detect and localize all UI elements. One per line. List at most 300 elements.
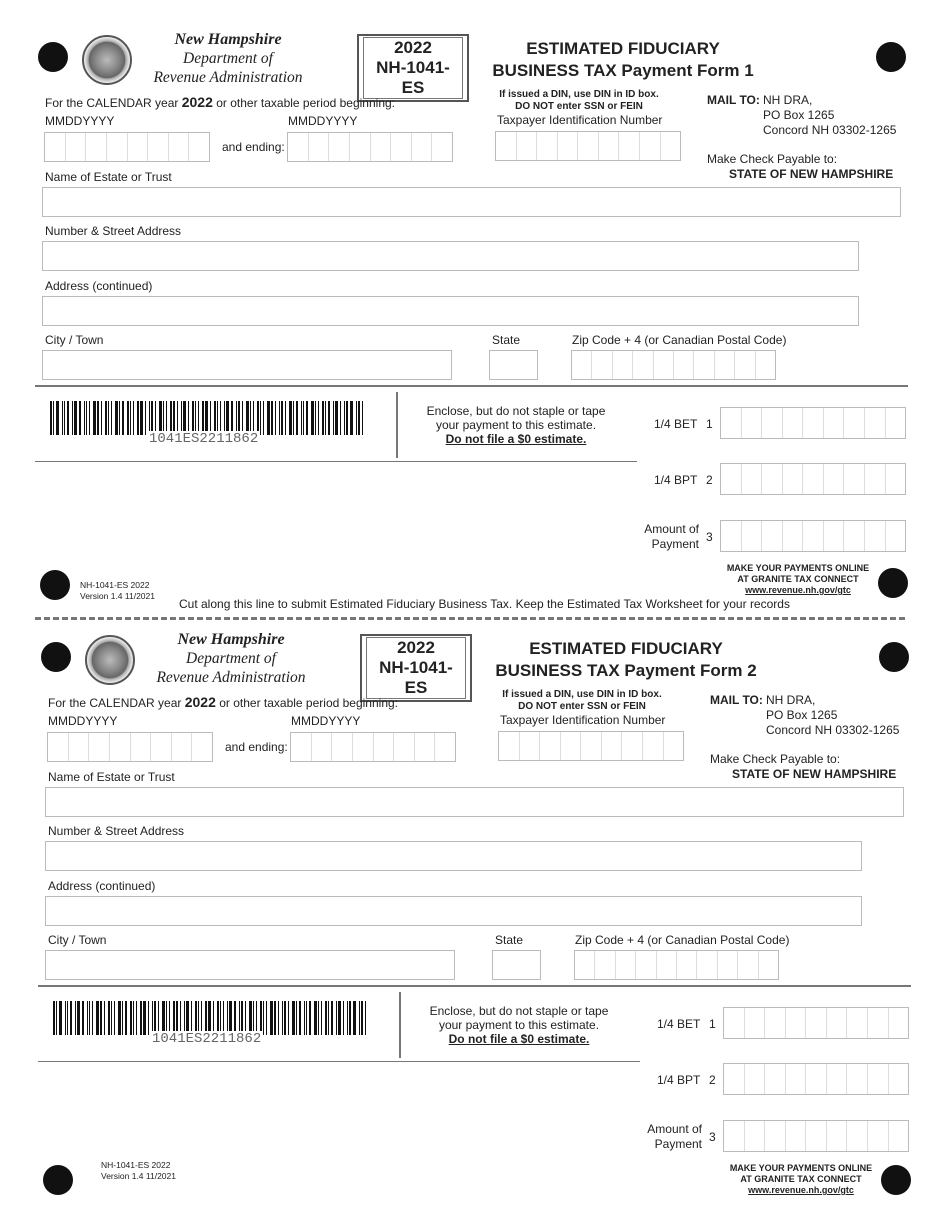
form-year: 2022: [394, 38, 432, 57]
barcode-bar: [266, 1001, 267, 1035]
barcode-bar: [356, 401, 357, 435]
registration-mark: [881, 1165, 911, 1195]
barcode-bar: [77, 1001, 80, 1035]
mail-to-label: MAIL TO:: [710, 693, 763, 707]
din-note-line2: DO NOT enter SSN or FEIN: [518, 701, 646, 712]
state-label: State: [492, 333, 521, 347]
barcode-bar: [299, 1001, 301, 1035]
state-seal-icon: [82, 35, 132, 85]
barcode-bar: [260, 401, 261, 435]
bpt-label: 1/4 BPT: [657, 1073, 701, 1087]
enclose-line2: your payment to this estimate.: [438, 1018, 600, 1032]
barcode-bar: [130, 401, 131, 435]
din-note-line2: DO NOT enter SSN or FEIN: [515, 101, 643, 112]
period-label: For the CALENDAR year 2022 or other taxable period beginning:: [48, 694, 399, 710]
barcode-bar: [114, 1001, 115, 1035]
barcode-bar: [100, 1001, 102, 1035]
barcode-bar: [293, 401, 294, 435]
barcode-bar: [353, 1001, 356, 1035]
street-label: Number & Street Address: [45, 224, 182, 238]
barcode-bar: [314, 1001, 317, 1035]
barcode-bar: [303, 401, 304, 435]
barcode-bar: [270, 1001, 273, 1035]
barcode-bar: [92, 1001, 93, 1035]
barcode-bar: [67, 401, 69, 435]
barcode-bar: [331, 1001, 333, 1035]
state-input[interactable]: [489, 350, 538, 380]
barcode-bar: [306, 401, 308, 435]
tin-label: Taxpayer Identification Number: [500, 713, 666, 727]
barcode-bar: [136, 1001, 137, 1035]
cut-line-text: Cut along this line to submit Estimated Fiduciary Business Tax. Keep the Estimated Tax Worksheet for your records: [179, 597, 790, 611]
barcode-bar: [361, 1001, 363, 1035]
form-id-box: [357, 34, 469, 102]
mail-to-label: MAIL TO:: [707, 93, 760, 107]
bpt-amount-input[interactable]: [720, 463, 906, 495]
barcode-bar: [246, 401, 249, 435]
barcode-bar: [56, 401, 59, 435]
name-input[interactable]: [45, 787, 904, 817]
barcode-bar: [256, 1001, 257, 1035]
barcode-bar: [344, 401, 345, 435]
barcode-bar: [318, 401, 319, 435]
begin-date-format: MMDDYYYY: [48, 714, 118, 728]
bet-line-number: 1: [706, 417, 713, 431]
section-divider: [38, 985, 911, 987]
barcode-bar: [70, 1001, 72, 1035]
tin-input[interactable]: [498, 731, 684, 761]
state-label: State: [495, 933, 524, 947]
barcode-bar: [104, 1001, 105, 1035]
bet-line-number: 1: [709, 1017, 716, 1031]
footer-line2: Version 1.4 11/2021: [80, 591, 155, 601]
barcode-bar: [205, 1001, 207, 1035]
city-label: City / Town: [45, 333, 104, 347]
barcode-bar: [87, 1001, 88, 1035]
mail-address: [766, 693, 899, 738]
barcode-bar: [322, 401, 324, 435]
barcode-bar: [328, 401, 330, 435]
barcode-bar: [166, 401, 167, 435]
barcode-bar: [214, 401, 216, 435]
barcode-bar: [89, 401, 90, 435]
payment-amount-input[interactable]: [723, 1120, 909, 1152]
agency-line1: New Hampshire: [174, 31, 282, 48]
barcode-bar: [210, 401, 211, 435]
barcode-bar: [65, 1001, 66, 1035]
barcode-bar: [325, 1001, 327, 1035]
barcode-bar: [56, 1001, 57, 1035]
barcode-bar: [163, 401, 164, 435]
barcode-bar: [267, 401, 270, 435]
barcode-bar: [105, 401, 107, 435]
barcode-bar: [343, 1001, 344, 1035]
barcode-bar: [158, 1001, 159, 1035]
barcode-bar: [292, 1001, 295, 1035]
barcode-bar: [359, 1001, 360, 1035]
enclose-note: [416, 404, 616, 446]
barcode-bar: [282, 1001, 283, 1035]
mail-line1: NH DRA,: [766, 693, 816, 707]
begin-date-input[interactable]: [47, 732, 213, 762]
barcode-bar: [133, 401, 134, 435]
barcode-bar: [53, 401, 54, 435]
barcode-bar: [340, 401, 341, 435]
barcode-bar: [205, 401, 208, 435]
barcode-bar: [224, 401, 225, 435]
amount-label-line2: Payment: [654, 1137, 702, 1151]
form-year: 2022: [397, 638, 435, 657]
barcode-bar: [82, 1001, 84, 1035]
registration-mark: [41, 642, 71, 672]
barcode-bar: [79, 401, 81, 435]
barcode-bar: [236, 401, 237, 435]
barcode-bar: [111, 1001, 112, 1035]
barcode-bar: [148, 1001, 149, 1035]
barcode-bar: [260, 1001, 262, 1035]
enclose-line3: Do not file a $0 estimate.: [448, 1032, 590, 1046]
street-label: Number & Street Address: [48, 824, 185, 838]
barcode-bar: [177, 401, 178, 435]
barcode-bar: [296, 1001, 297, 1035]
zip-label: Zip Code + 4 (or Canadian Postal Code): [572, 333, 787, 347]
online-line1: MAKE YOUR PAYMENTS ONLINE: [729, 1163, 873, 1173]
barcode-bar: [288, 1001, 289, 1035]
barcode-bar: [195, 401, 196, 435]
barcode-bar: [249, 1001, 252, 1035]
agency-name: [128, 30, 328, 87]
barcode-bar: [186, 1001, 189, 1035]
registration-mark: [40, 570, 70, 600]
barcode-bar: [170, 401, 172, 435]
barcode-bar: [311, 401, 314, 435]
barcode-bar: [217, 401, 218, 435]
bet-label: 1/4 BET: [654, 417, 698, 431]
barcode-bar: [64, 401, 65, 435]
city-input[interactable]: [45, 950, 455, 980]
barcode-bar: [96, 1001, 99, 1035]
barcode-bar: [208, 1001, 211, 1035]
barcode-bar: [349, 1001, 351, 1035]
amount-label: [643, 522, 699, 552]
barcode-bar: [271, 401, 273, 435]
barcode-bar: [173, 1001, 175, 1035]
enclose-line3: Do not file a $0 estimate.: [445, 432, 587, 446]
din-note-line1: If issued a DIN, use DIN in ID box.: [499, 89, 659, 100]
barcode-bar: [111, 401, 112, 435]
enclose-line1: Enclose, but do not staple or tape: [429, 1004, 609, 1018]
barcode-bar: [191, 1001, 192, 1035]
enclose-line1: Enclose, but do not staple or tape: [426, 404, 606, 418]
mail-line3: Concord NH 03302-1265: [763, 123, 897, 137]
din-note-line1: If issued a DIN, use DIN in ID box.: [502, 689, 662, 700]
barcode: [50, 401, 366, 435]
barcode-bar: [169, 1001, 170, 1035]
end-date-format: MMDDYYYY: [291, 714, 361, 728]
bpt-line-number: 2: [706, 473, 713, 487]
barcode-bar: [67, 1001, 68, 1035]
barcode-bar: [358, 401, 360, 435]
barcode-bar: [234, 1001, 236, 1035]
barcode-bar: [242, 401, 243, 435]
barcode-bar: [118, 1001, 121, 1035]
amount-label-line1: Amount of: [647, 1122, 702, 1136]
online-line2: AT GRANITE TAX CONNECT: [737, 574, 859, 584]
barcode-bar: [119, 401, 120, 435]
din-note: [494, 89, 664, 113]
barcode-bar: [180, 1001, 181, 1035]
din-note: [497, 689, 667, 713]
mail-line2: PO Box 1265: [763, 108, 835, 122]
barcode-bar: [257, 401, 259, 435]
barcode-bar: [346, 401, 348, 435]
barcode-bar: [115, 401, 118, 435]
address2-input[interactable]: [42, 296, 859, 326]
online-url-link[interactable]: www.revenue.nh.gov/gtc: [748, 1185, 854, 1195]
barcode-bar: [198, 1001, 199, 1035]
barcode-bar: [223, 1001, 224, 1035]
barcode-bar: [162, 1001, 165, 1035]
form-footer: [101, 1160, 176, 1182]
form-title-line1: ESTIMATED FIDUCIARY: [526, 39, 720, 58]
enclose-note: [419, 1004, 619, 1046]
registration-mark: [878, 568, 908, 598]
barcode-bar: [217, 1001, 219, 1035]
mail-to: [710, 693, 763, 708]
agency-line1: New Hampshire: [177, 631, 285, 648]
end-date-input[interactable]: [290, 732, 456, 762]
barcode-bar: [108, 1001, 110, 1035]
barcode-bar: [59, 1001, 62, 1035]
barcode-bar: [250, 401, 251, 435]
barcode-bar: [152, 1001, 153, 1035]
barcode-bar: [309, 1001, 311, 1035]
barcode-bar: [325, 401, 326, 435]
barcode-bar: [321, 1001, 322, 1035]
barcode-bar: [274, 1001, 276, 1035]
mail-line2: PO Box 1265: [766, 708, 838, 722]
name-label: Name of Estate or Trust: [48, 770, 175, 784]
barcode-bar: [86, 401, 87, 435]
barcode-bar: [173, 401, 175, 435]
barcode-bar: [335, 401, 338, 435]
bpt-label: 1/4 BPT: [654, 473, 698, 487]
footer-line2: Version 1.4 11/2021: [101, 1171, 176, 1181]
barcode-bar: [245, 1001, 246, 1035]
amount-label: [646, 1122, 702, 1152]
barcode-bar: [181, 401, 182, 435]
zip-input[interactable]: [574, 950, 779, 980]
agency-line2: Department of: [186, 650, 276, 667]
barcode-bar: [154, 1001, 156, 1035]
barcode-bar: [155, 401, 156, 435]
agency-line3: Revenue Administration: [156, 669, 306, 686]
barcode-bar: [220, 1001, 221, 1035]
barcode-bar: [226, 401, 229, 435]
city-label: City / Town: [48, 933, 107, 947]
barcode-bar: [239, 1001, 240, 1035]
barcode-bar: [97, 401, 99, 435]
form-title-line1: ESTIMATED FIDUCIARY: [529, 639, 723, 658]
barcode-bar: [166, 1001, 167, 1035]
barcode-bar: [275, 401, 276, 435]
cut-line: [35, 617, 905, 620]
barcode-bar: [229, 1001, 232, 1035]
street-input[interactable]: [42, 241, 859, 271]
barcode-bar: [125, 1001, 127, 1035]
barcode-bar: [253, 401, 254, 435]
agency-line2: Department of: [183, 50, 273, 67]
barcode-underline: [35, 461, 637, 462]
street-input[interactable]: [45, 841, 862, 871]
vertical-divider: [399, 992, 401, 1058]
form-title: [481, 638, 771, 682]
barcode-bar: [365, 1001, 366, 1035]
barcode-bar: [122, 1001, 123, 1035]
barcode-bar: [231, 401, 233, 435]
mail-line1: NH DRA,: [763, 93, 813, 107]
ending-label: and ending:: [222, 140, 285, 154]
registration-mark: [43, 1165, 73, 1195]
online-line2: AT GRANITE TAX CONNECT: [740, 1174, 862, 1184]
footer-line1: NH-1041-ES 2022: [101, 1160, 171, 1170]
section-divider: [35, 385, 908, 387]
form-title-line2: BUSINESS TAX Payment Form 2: [495, 661, 757, 680]
barcode-bar: [130, 1001, 132, 1035]
enclose-line2: your payment to this estimate.: [435, 418, 597, 432]
amount-label-line2: Payment: [651, 537, 699, 551]
form-code: NH-1041-ES: [376, 58, 450, 97]
barcode-bar: [362, 401, 363, 435]
barcode-bar: [285, 401, 286, 435]
state-input[interactable]: [492, 950, 541, 980]
barcode-bar: [184, 1001, 185, 1035]
online-line1: MAKE YOUR PAYMENTS ONLINE: [726, 563, 870, 573]
barcode-bar: [195, 1001, 197, 1035]
barcode-bar: [241, 1001, 243, 1035]
barcode-bar: [122, 401, 124, 435]
barcode-bar: [192, 401, 194, 435]
barcode-bar: [133, 1001, 134, 1035]
agency-name: [131, 630, 331, 687]
barcode-bar: [127, 401, 129, 435]
online-url-link[interactable]: www.revenue.nh.gov/gtc: [745, 585, 851, 595]
barcode-bar: [183, 401, 186, 435]
barcode-bar: [149, 401, 150, 435]
barcode-bar: [101, 401, 102, 435]
zip-label: Zip Code + 4 (or Canadian Postal Code): [575, 933, 790, 947]
barcode-bar: [263, 401, 264, 435]
barcode-bar: [72, 401, 73, 435]
barcode-bar: [159, 401, 162, 435]
zip-input[interactable]: [571, 350, 776, 380]
tin-input[interactable]: [495, 131, 681, 161]
barcode-bar: [108, 401, 109, 435]
pay-online-note: [726, 1163, 876, 1196]
barcode-bar: [89, 1001, 90, 1035]
registration-mark: [876, 42, 906, 72]
barcode-underline: [38, 1061, 640, 1062]
ending-label: and ending:: [225, 740, 288, 754]
period-label: For the CALENDAR year 2022 or other taxable period beginning:: [45, 94, 396, 110]
barcode-bar: [333, 401, 334, 435]
form-id-box: [360, 634, 472, 702]
barcode-bar: [75, 1001, 76, 1035]
barcode-bar: [338, 1001, 341, 1035]
barcode-bar: [350, 401, 353, 435]
barcode-bar: [306, 1001, 307, 1035]
barcode-bar: [140, 401, 143, 435]
bet-amount-input[interactable]: [720, 407, 906, 439]
name-input[interactable]: [42, 187, 901, 217]
barcode-bar: [238, 401, 240, 435]
state-seal-icon: [85, 635, 135, 685]
barcode-bar: [278, 1001, 279, 1035]
bpt-amount-input[interactable]: [723, 1063, 909, 1095]
mail-address: [763, 93, 896, 138]
barcode-bar: [176, 1001, 178, 1035]
registration-mark: [38, 42, 68, 72]
barcode-bar: [315, 401, 316, 435]
barcode-bar: [227, 1001, 228, 1035]
barcode-bar: [336, 1001, 337, 1035]
barcode-bar: [284, 1001, 286, 1035]
amount-label-line1: Amount of: [644, 522, 699, 536]
barcode-bar: [74, 401, 77, 435]
barcode-bar: [202, 401, 204, 435]
payee-name: STATE OF NEW HAMPSHIRE: [729, 167, 894, 181]
form-footer: [80, 580, 155, 602]
check-payable-label: Make Check Payable to:: [710, 752, 841, 766]
vertical-divider: [396, 392, 398, 458]
barcode-bar: [151, 401, 153, 435]
payment-amount-input[interactable]: [720, 520, 906, 552]
barcode-bar: [301, 401, 302, 435]
bet-amount-input[interactable]: [723, 1007, 909, 1039]
barcode-bar: [62, 401, 63, 435]
barcode-bar: [93, 401, 96, 435]
end-date-input[interactable]: [287, 132, 453, 162]
barcode-number: 1041ES2211862: [149, 431, 259, 447]
city-input[interactable]: [42, 350, 452, 380]
begin-date-input[interactable]: [44, 132, 210, 162]
barcode-bar: [140, 1001, 142, 1035]
barcode-bar: [347, 1001, 348, 1035]
address2-input[interactable]: [45, 896, 862, 926]
form-title: [478, 38, 768, 82]
name-label: Name of Estate or Trust: [45, 170, 172, 184]
barcode-bar: [143, 1001, 146, 1035]
barcode-bar: [289, 401, 292, 435]
address2-label: Address (continued): [48, 879, 156, 893]
barcode-bar: [188, 401, 189, 435]
barcode-bar: [84, 401, 85, 435]
pay-online-note: [723, 563, 873, 596]
barcode-bar: [263, 1001, 264, 1035]
barcode-bar: [198, 401, 199, 435]
barcode-bar: [328, 1001, 329, 1035]
payee-name: STATE OF NEW HAMPSHIRE: [732, 767, 897, 781]
agency-line3: Revenue Administration: [153, 69, 303, 86]
footer-line1: NH-1041-ES 2022: [80, 580, 150, 590]
barcode: [53, 1001, 369, 1035]
barcode-bar: [137, 401, 139, 435]
barcode-bar: [201, 1001, 202, 1035]
barcode-bar: [318, 1001, 319, 1035]
barcode-bar: [304, 1001, 305, 1035]
barcode-bar: [253, 1001, 254, 1035]
address2-label: Address (continued): [45, 279, 153, 293]
